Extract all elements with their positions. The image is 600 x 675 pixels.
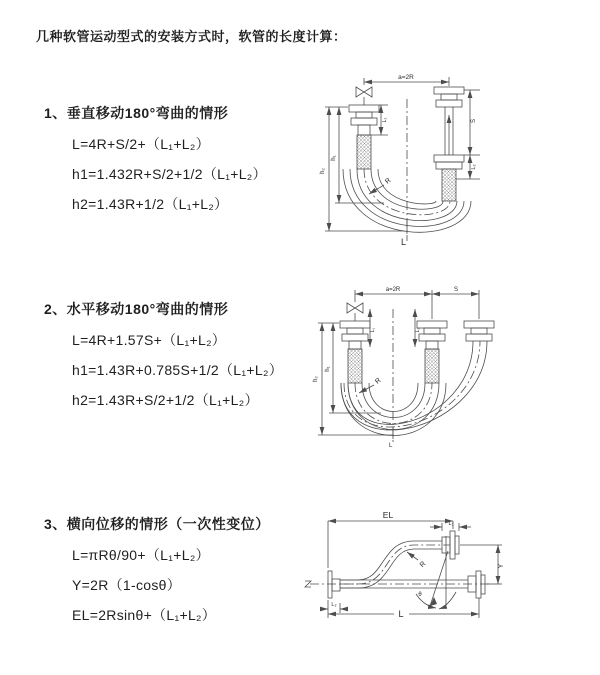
left-flange — [340, 321, 370, 349]
label-height-inner: h₁ — [331, 155, 337, 161]
formula-line: L=4R+S/2+（L₁+L₂） — [72, 136, 210, 152]
formula-line: EL=2Rsinθ+（L₁+L₂） — [72, 607, 217, 623]
label-height-outer: h₂ — [320, 168, 326, 174]
left-flange — [328, 571, 340, 598]
label-fitting-left: L₁ — [370, 327, 376, 333]
dim-extended-length — [328, 521, 453, 568]
valve-icon — [356, 87, 372, 105]
label-length: L — [398, 609, 404, 619]
dim-top-width — [355, 290, 479, 319]
label-top-width: a=2R — [385, 287, 401, 293]
section-heading: 3、横向位移的情形（一次性变位） — [44, 516, 270, 532]
section-vertical-movement — [44, 103, 267, 219]
label-extended-length: EL — [382, 510, 394, 520]
label-radius: R — [418, 560, 428, 569]
section-lateral-offset — [44, 514, 270, 630]
label-radius: R — [374, 377, 383, 386]
formula-line: h2=1.43R+S/2+1/2（L₁+L₂） — [72, 392, 259, 408]
label-fitting-right: L₂ — [471, 164, 477, 170]
section-horizontal-movement — [44, 299, 283, 415]
radius-arrow — [369, 185, 384, 194]
formula-block — [72, 129, 267, 219]
angle-pointer — [430, 597, 437, 606]
label-fitting-top: L₁ — [448, 521, 454, 527]
label-stroke-s: S — [471, 118, 477, 124]
label-top-width: a=2R — [398, 74, 414, 81]
label-fitting-left: L₁ — [382, 117, 388, 123]
hose-arcs-original — [341, 383, 446, 436]
valve-icon — [347, 303, 363, 321]
diagram-horizontal-u-bend — [306, 281, 598, 459]
section-heading: 2、水平移动180°弯曲的情形 — [44, 301, 229, 317]
diagram-lateral-offset — [296, 496, 600, 651]
braided-hose-left — [357, 135, 371, 169]
label-height-inner: h₁ — [325, 366, 331, 372]
label-length: L — [401, 237, 407, 247]
section-heading: 1、垂直移动180°弯曲的情形 — [44, 105, 229, 121]
braided-hose-right — [442, 169, 456, 201]
label-angle: θ — [418, 592, 422, 598]
label-radius: R — [384, 177, 393, 186]
angle-arc — [439, 592, 456, 609]
braided-hose-left — [348, 349, 362, 383]
formula-line: L=4R+1.57S+（L₁+L₂） — [72, 332, 227, 348]
right-flange-lower — [434, 155, 464, 169]
formula-block — [72, 540, 270, 630]
hose-arcs-displaced — [341, 341, 487, 430]
middle-flange — [417, 321, 447, 349]
diagram-vertical-u-bend — [312, 63, 597, 258]
formula-line: h1=1.432R+S/2+1/2（L₁+L₂） — [72, 166, 267, 182]
formula-line: h1=1.43R+0.785S+1/2（L₁+L₂） — [72, 362, 283, 378]
page-title: 几种软管运动型式的安装方式时，软管的长度计算： — [36, 29, 347, 44]
formula-line: L=πRθ/90+（L₁+L₂） — [72, 547, 210, 563]
label-stroke-s: S — [453, 287, 459, 293]
right-flange — [468, 571, 485, 598]
label-length: L — [389, 443, 393, 449]
left-flange — [349, 105, 379, 135]
formula-line: Y=2R（1-cosθ） — [72, 577, 182, 593]
right-flange — [464, 321, 494, 341]
s-curve-hose — [340, 541, 450, 588]
label-height-outer: h₂ — [313, 376, 319, 382]
formula-line: h2=1.43R+1/2（L₁+L₂） — [72, 196, 229, 212]
right-flange-upper — [434, 87, 464, 107]
label-fitting-right: L₂ — [415, 327, 421, 333]
formula-block — [72, 325, 283, 415]
label-displacement-y: Y — [498, 563, 505, 569]
label-fitting-left: L₂ — [331, 602, 337, 608]
braided-hose-middle — [425, 349, 439, 383]
radius-arrow — [359, 385, 374, 393]
rotated-radius-line — [430, 551, 448, 606]
radius-arrow — [407, 552, 418, 560]
